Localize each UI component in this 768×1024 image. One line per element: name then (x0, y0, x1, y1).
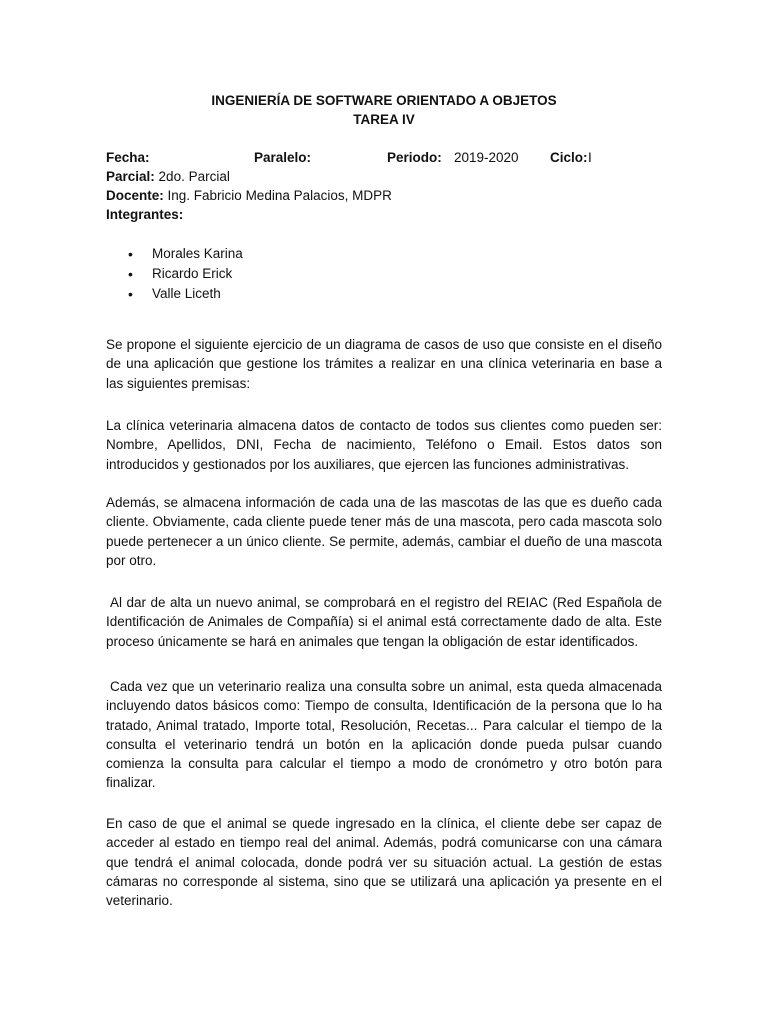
parcial-line (106, 167, 230, 186)
integrantes-list (128, 244, 243, 304)
list-item: • Valle Liceth (128, 284, 243, 304)
ciclo-value: I (588, 150, 592, 165)
docente-value: Ing. Fabricio Medina Palacios, MDPR (167, 188, 392, 203)
paragraph-consulta: Cada vez que un veterinario realiza una consulta sobre un animal, esta queda almacenada incluyendo datos básicos como: Tiempo de consulta, Identificación de la persona que lo ha tratado, Animal tratado, Importe total, Resolución, Recetas... Para calcular el tiempo de la consulta el veterinario tendrá un botón en la aplicación donde pueda pulsar cuando comienza la consulta para calcular el tiempo a modo de cronómetro y otro botón para finalizar. (106, 679, 662, 791)
periodo-label: Periodo: (387, 150, 442, 165)
list-item: • Morales Karina (128, 244, 243, 264)
docente-line (106, 186, 392, 205)
paragraph-clientes: La clínica veterinaria almacena datos de contacto de todos sus clientes como pueden ser: Nombre, Apellidos, DNI, Fecha de nacimiento, Teléfono o Email. Estos datos son introducidos y gestionados por los auxiliares, que ejercen las funciones administrativas. (106, 418, 662, 472)
periodo-value: 2019-2020 (454, 150, 519, 165)
integrantes-label: Integrantes: (106, 207, 184, 222)
document-subtitle: TAREA IV (353, 112, 415, 127)
fecha-label: Fecha: (106, 150, 150, 165)
parcial-value: 2do. Parcial (158, 169, 230, 184)
ciclo-label: Ciclo: (550, 150, 588, 165)
paragraph-intro: Se propone el siguiente ejercicio de un diagrama de casos de uso que consiste en el diseño de una aplicación que gestione los trámites a realizar en una clínica veterinaria en base a las siguientes premisas: (106, 337, 662, 391)
paralelo-label: Paralelo: (254, 150, 312, 165)
docente-label: Docente: (106, 188, 164, 203)
parcial-label: Parcial: (106, 169, 155, 184)
paragraph-ingreso: En caso de que el animal se quede ingresado en la clínica, el cliente debe ser capaz de acceder al estado en tiempo real del animal. Además, podrá comunicarse con una cámara que tendrá el animal colocada, donde podrá ver su situación actual. La gestión de estas cámaras no corresponde al sistema, sino que se utilizará una aplicación ya presente en el veterinario. (106, 816, 662, 909)
paragraph-reiac: Al dar de alta un nuevo animal, se comprobará en el registro del REIAC (Red Española de Identificación de Animales de Compañía) si el animal está correctamente dado de alta. Este proceso únicamente se hará en animales que tengan la obligación de estar identificados. (106, 595, 662, 649)
paragraph-mascotas: Además, se almacena información de cada una de las mascotas de las que es dueño cada cliente. Obviamente, cada cliente puede tener más de una mascota, pero cada mascota solo puede pertenecer a un único cliente. Se permite, además, cambiar el dueño de una mascota por otro. (106, 495, 662, 568)
document-title: INGENIERÍA DE SOFTWARE ORIENTADO A OBJETOS (211, 93, 557, 108)
list-item: • Ricardo Erick (128, 264, 243, 284)
